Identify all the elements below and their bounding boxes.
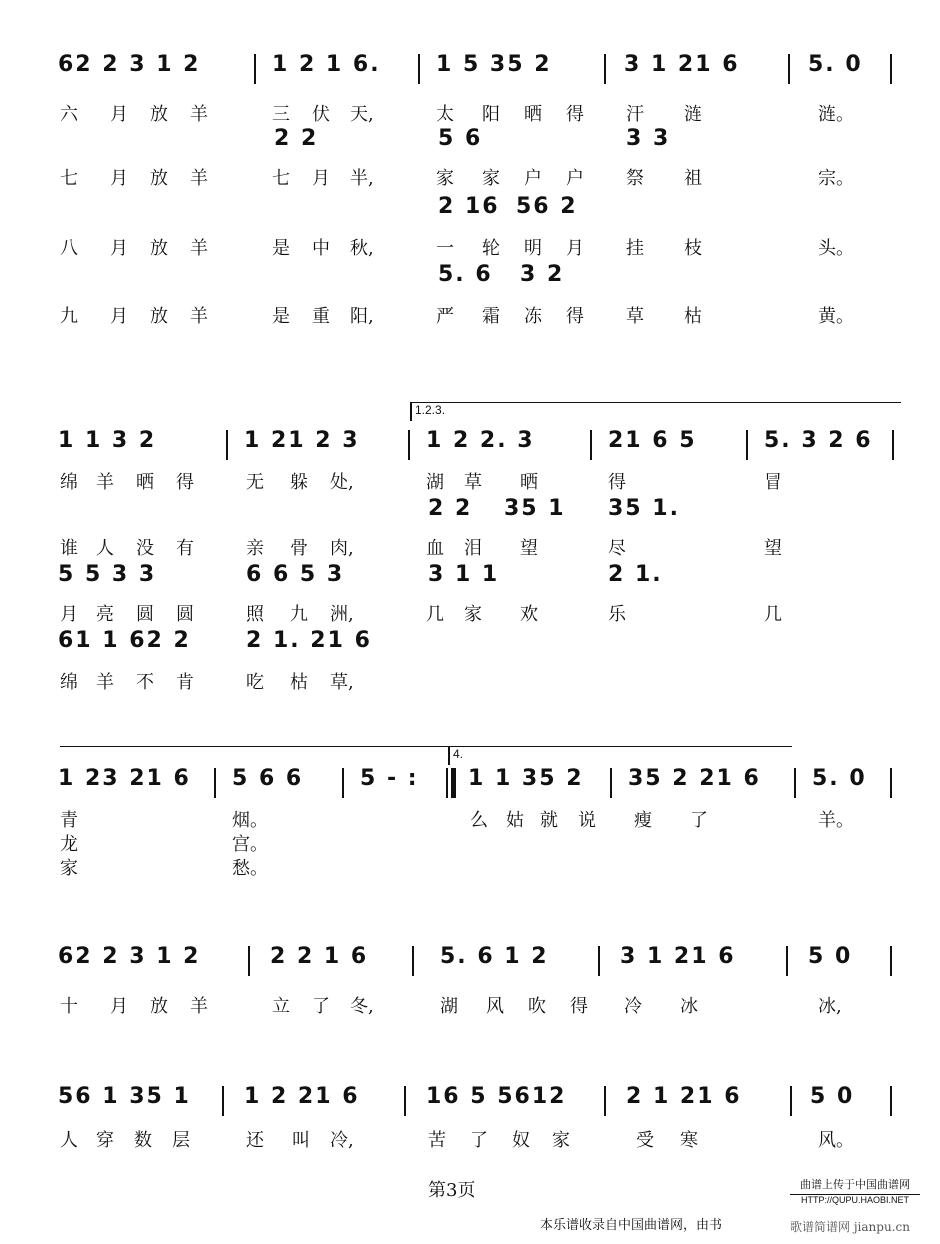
lyric-char: 羊 xyxy=(190,168,208,189)
lyric-line xyxy=(0,468,940,494)
measure: 16 5 5612 xyxy=(426,1084,567,1109)
lyric-char: 放 xyxy=(150,168,168,189)
lyric-char: 冷 xyxy=(624,996,642,1017)
measure: 1 2 1 6. xyxy=(272,52,381,77)
lyric-char: 霜 xyxy=(482,306,500,327)
lyric-line xyxy=(0,992,940,1018)
lyric-char: 肯 xyxy=(176,672,194,693)
lyric-char: 太 xyxy=(436,104,454,125)
lyric-char: 躲 xyxy=(290,472,308,493)
lyric-char: 圆 xyxy=(176,604,194,625)
measure: 1 23 21 6 xyxy=(58,766,191,791)
lyric-char: 无 xyxy=(246,472,264,493)
lyric-char: 一 xyxy=(436,238,454,259)
lyric-char: 七 xyxy=(272,168,290,189)
barline xyxy=(890,946,892,976)
measure: 1 1 35 2 xyxy=(468,766,584,791)
ending-line xyxy=(60,746,792,747)
lyric-char: 月 xyxy=(566,238,584,259)
barline xyxy=(418,54,420,84)
lyric-char: 肉, xyxy=(330,538,354,559)
site-stamp xyxy=(790,1176,920,1205)
measure: 21 6 5 xyxy=(608,428,697,453)
barline xyxy=(222,1086,224,1116)
measure: 62 2 3 1 2 xyxy=(58,944,201,969)
lyric-line xyxy=(0,600,940,626)
lyric-char: 望 xyxy=(520,538,538,559)
lyric-char: 几 xyxy=(426,604,444,625)
barline xyxy=(404,1086,406,1116)
measure: 2 1 21 6 xyxy=(626,1084,742,1109)
notation-row-4 xyxy=(0,944,940,980)
repeat-barline-thick xyxy=(451,768,456,798)
lyric-char: 吹 xyxy=(528,996,546,1017)
lyric-char: 羊 xyxy=(190,104,208,125)
variant-notes: 2 1. xyxy=(608,562,663,587)
lyric-char: 就 xyxy=(540,810,558,831)
lyric-char: 户 xyxy=(524,168,542,189)
barline xyxy=(248,946,250,976)
barline xyxy=(890,54,892,84)
barline xyxy=(604,1086,606,1116)
lyric-char: 阳 xyxy=(482,104,500,125)
lyric-char: 放 xyxy=(150,104,168,125)
measure: 62 2 3 1 2 xyxy=(58,52,201,77)
lyric-line xyxy=(0,830,940,856)
lyric-char: 冻 xyxy=(524,306,542,327)
lyric-char: 照 xyxy=(246,604,264,625)
measure: 1 5 35 2 xyxy=(436,52,552,77)
lyric-char: 汗 xyxy=(626,104,644,125)
lyric-char: 涟。 xyxy=(818,104,854,125)
lyric-char: 绵 xyxy=(60,672,78,693)
lyric-char: 放 xyxy=(150,238,168,259)
lyric-char: 八 xyxy=(60,238,78,259)
lyric-char: 是 xyxy=(272,306,290,327)
lyric-char: 还 xyxy=(246,1130,264,1151)
measure: 1 1 3 2 xyxy=(58,428,157,453)
lyric-char: 骨 xyxy=(290,538,308,559)
barline xyxy=(408,430,410,460)
barline xyxy=(892,430,894,460)
lyric-char: 七 xyxy=(60,168,78,189)
lyric-char: 泪 xyxy=(464,538,482,559)
measure: 5. 0 xyxy=(812,766,867,791)
barline xyxy=(226,430,228,460)
lyric-char: 湖 xyxy=(426,472,444,493)
lyric-char: 秋, xyxy=(350,238,374,259)
variant-notes: 2 2 xyxy=(274,126,319,151)
measure: 56 1 35 1 xyxy=(58,1084,191,1109)
lyric-char: 数 xyxy=(134,1130,152,1151)
variant-notes: 2 16 xyxy=(438,194,500,219)
stamp-text: 曲谱上传于中国曲谱网 xyxy=(800,1179,910,1191)
watermark: 歌谱简谱网 jianpu.cn xyxy=(790,1220,910,1234)
lyric-char: 月 xyxy=(110,238,128,259)
lyric-char: 受 xyxy=(636,1130,654,1151)
measure: 3 1 21 6 xyxy=(624,52,740,77)
barline xyxy=(598,946,600,976)
measure: 5. 3 2 6 xyxy=(764,428,873,453)
variant-notes: 56 2 xyxy=(516,194,578,219)
lyric-char: 户 xyxy=(566,168,584,189)
measure: 1 2 2. 3 xyxy=(426,428,535,453)
lyric-char: 得 xyxy=(566,306,584,327)
lyric-char: 九 xyxy=(60,306,78,327)
lyric-char: 中 xyxy=(312,238,330,259)
variant-notes: 3 2 xyxy=(520,262,565,287)
lyric-char: 祭 xyxy=(626,168,644,189)
volta-bracket xyxy=(410,402,901,421)
lyric-char: 羊 xyxy=(190,996,208,1017)
lyric-char: 血 xyxy=(426,538,444,559)
variant-notes: 3 1 1 xyxy=(428,562,500,587)
variant-notes: 5 5 3 3 xyxy=(58,562,157,587)
lyric-char: 亲 xyxy=(246,538,264,559)
lyric-char: 明 xyxy=(524,238,542,259)
lyric-char: 龙 xyxy=(60,834,78,855)
lyric-char: 是 xyxy=(272,238,290,259)
lyric-char: 得 xyxy=(608,472,626,493)
barline xyxy=(214,768,216,798)
lyric-char: 羊 xyxy=(190,306,208,327)
lyric-char: 九 xyxy=(290,604,308,625)
variant-row xyxy=(0,496,940,532)
variant-notes: 35 1. xyxy=(608,496,680,521)
lyric-char: 吃 xyxy=(246,672,264,693)
measure: 5 0 xyxy=(810,1084,855,1109)
repeat-barline xyxy=(446,768,448,798)
variant-row xyxy=(0,194,940,230)
measure: 35 2 21 6 xyxy=(628,766,761,791)
lyric-char: 晒 xyxy=(524,104,542,125)
variant-notes: 2 2 xyxy=(428,496,473,521)
lyric-char: 苦 xyxy=(428,1130,446,1151)
lyric-char: 草, xyxy=(330,672,354,693)
variant-notes: 61 1 62 2 xyxy=(58,628,191,653)
barline xyxy=(610,768,612,798)
footer-credit: 本乐谱收录自中国曲谱网，由书 xyxy=(540,1218,723,1233)
page-number: 第3页 xyxy=(428,1180,476,1201)
lyric-char: 三 xyxy=(272,104,290,125)
lyric-char: 轮 xyxy=(482,238,500,259)
lyric-line xyxy=(0,302,940,328)
lyric-char: 阳, xyxy=(350,306,374,327)
lyric-char: 了 xyxy=(470,1130,488,1151)
lyric-char: 六 xyxy=(60,104,78,125)
lyric-char: 奴 xyxy=(512,1130,530,1151)
lyric-line xyxy=(0,668,940,694)
measure: 2 2 1 6 xyxy=(270,944,369,969)
lyric-char: 草 xyxy=(626,306,644,327)
lyric-char: 烟。 xyxy=(232,810,268,831)
variant-notes: 3 3 xyxy=(626,126,671,151)
variant-notes: 35 1 xyxy=(504,496,566,521)
lyric-char: 冷, xyxy=(330,1130,354,1151)
lyric-char: 家 xyxy=(464,604,482,625)
lyric-char: 枝 xyxy=(684,238,702,259)
lyric-char: 得 xyxy=(566,104,584,125)
lyric-char: 么 xyxy=(470,810,488,831)
lyric-char: 半, xyxy=(350,168,374,189)
lyric-char: 亮 xyxy=(96,604,114,625)
lyric-char: 得 xyxy=(570,996,588,1017)
variant-row xyxy=(0,262,940,298)
measure: 5 6 6 xyxy=(232,766,304,791)
lyric-char: 欢 xyxy=(520,604,538,625)
barline xyxy=(794,768,796,798)
notation-row-5 xyxy=(0,1084,940,1120)
lyric-char: 穿 xyxy=(96,1130,114,1151)
volta-label: 1.2.3. xyxy=(415,403,446,417)
variant-row xyxy=(0,562,940,598)
lyric-char: 人 xyxy=(96,538,114,559)
barline xyxy=(342,768,344,798)
variant-notes: 5 6 xyxy=(438,126,483,151)
measure: 5. 0 xyxy=(808,52,863,77)
lyric-char: 家 xyxy=(552,1130,570,1151)
barline xyxy=(786,946,788,976)
lyric-line xyxy=(0,164,940,190)
measure: 1 2 21 6 xyxy=(244,1084,360,1109)
lyric-char: 严 xyxy=(436,306,454,327)
lyric-char: 说 xyxy=(578,810,596,831)
lyric-char: 宫。 xyxy=(232,834,268,855)
stamp-url: HTTP://QUPU.HAOBI.NET xyxy=(790,1194,920,1205)
lyric-line xyxy=(0,234,940,260)
lyric-char: 冰 xyxy=(680,996,698,1017)
lyric-char: 晒 xyxy=(136,472,154,493)
lyric-char: 羊 xyxy=(96,472,114,493)
lyric-char: 层 xyxy=(172,1130,190,1151)
lyric-char: 了 xyxy=(312,996,330,1017)
lyric-char: 黄。 xyxy=(818,306,854,327)
lyric-char: 羊 xyxy=(190,238,208,259)
lyric-line xyxy=(0,806,940,832)
lyric-char: 得 xyxy=(176,472,194,493)
lyric-char: 伏 xyxy=(312,104,330,125)
measure: 3 1 21 6 xyxy=(620,944,736,969)
lyric-line xyxy=(0,854,940,880)
lyric-char: 放 xyxy=(150,996,168,1017)
lyric-char: 天, xyxy=(350,104,374,125)
lyric-char: 姑 xyxy=(506,810,524,831)
lyric-char: 月 xyxy=(110,168,128,189)
barline xyxy=(604,54,606,84)
measure: 5. 6 1 2 xyxy=(440,944,549,969)
measure: 5 0 xyxy=(808,944,853,969)
lyric-char: 不 xyxy=(136,672,154,693)
barline xyxy=(890,768,892,798)
lyric-char: 放 xyxy=(150,306,168,327)
lyric-char: 冬, xyxy=(350,996,374,1017)
lyric-char: 涟 xyxy=(684,104,702,125)
notation-row-1 xyxy=(0,52,940,88)
lyric-char: 十 xyxy=(60,996,78,1017)
lyric-char: 人 xyxy=(60,1130,78,1151)
lyric-char: 青 xyxy=(60,810,78,831)
lyric-char: 了 xyxy=(690,810,708,831)
lyric-char: 祖 xyxy=(684,168,702,189)
barline xyxy=(746,430,748,460)
lyric-char: 头。 xyxy=(818,238,854,259)
lyric-char: 冰, xyxy=(818,996,842,1017)
lyric-char: 尽 xyxy=(608,538,626,559)
lyric-char: 谁 xyxy=(60,538,78,559)
lyric-char: 冒 xyxy=(764,472,782,493)
lyric-char: 羊。 xyxy=(818,810,854,831)
barline xyxy=(790,1086,792,1116)
measure: 1 21 2 3 xyxy=(244,428,360,453)
lyric-char: 愁。 xyxy=(232,858,268,879)
lyric-char: 寒 xyxy=(680,1130,698,1151)
lyric-char: 枯 xyxy=(684,306,702,327)
lyric-char: 枯 xyxy=(290,672,308,693)
lyric-char: 叫 xyxy=(292,1130,310,1151)
lyric-char: 家 xyxy=(436,168,454,189)
lyric-char: 有 xyxy=(176,538,194,559)
lyric-char: 洲, xyxy=(330,604,354,625)
volta-label: 4. xyxy=(453,747,464,761)
lyric-line xyxy=(0,534,940,560)
lyric-line xyxy=(0,100,940,126)
lyric-char: 圆 xyxy=(136,604,154,625)
lyric-char: 湖 xyxy=(440,996,458,1017)
variant-row xyxy=(0,126,940,162)
barline xyxy=(890,1086,892,1116)
lyric-char: 月 xyxy=(60,604,78,625)
lyric-char: 挂 xyxy=(626,238,644,259)
lyric-char: 羊 xyxy=(96,672,114,693)
lyric-char: 几 xyxy=(764,604,782,625)
variant-notes: 6 6 5 3 xyxy=(246,562,345,587)
lyric-char: 风。 xyxy=(818,1130,854,1151)
lyric-char: 晒 xyxy=(520,472,538,493)
barline xyxy=(254,54,256,84)
lyric-char: 瘦 xyxy=(634,810,652,831)
lyric-char: 草 xyxy=(464,472,482,493)
lyric-line xyxy=(0,1126,940,1152)
lyric-char: 处, xyxy=(330,472,354,493)
lyric-char: 月 xyxy=(312,168,330,189)
lyric-char: 家 xyxy=(60,858,78,879)
lyric-char: 立 xyxy=(272,996,290,1017)
variant-row xyxy=(0,628,940,664)
lyric-char: 绵 xyxy=(60,472,78,493)
lyric-char: 月 xyxy=(110,306,128,327)
lyric-char: 重 xyxy=(312,306,330,327)
lyric-char: 没 xyxy=(136,538,154,559)
lyric-char: 宗。 xyxy=(818,168,854,189)
lyric-char: 风 xyxy=(486,996,504,1017)
variant-notes: 2 1. 21 6 xyxy=(246,628,372,653)
barline xyxy=(788,54,790,84)
volta-bracket xyxy=(448,746,533,765)
barline xyxy=(590,430,592,460)
measure: 5 - : xyxy=(360,766,419,791)
lyric-char: 月 xyxy=(110,996,128,1017)
notation-row-2 xyxy=(0,428,940,464)
lyric-char: 月 xyxy=(110,104,128,125)
variant-notes: 5. 6 xyxy=(438,262,493,287)
lyric-char: 望 xyxy=(764,538,782,559)
notation-row-3 xyxy=(0,766,940,802)
lyric-char: 家 xyxy=(482,168,500,189)
barline xyxy=(412,946,414,976)
lyric-char: 乐 xyxy=(608,604,626,625)
